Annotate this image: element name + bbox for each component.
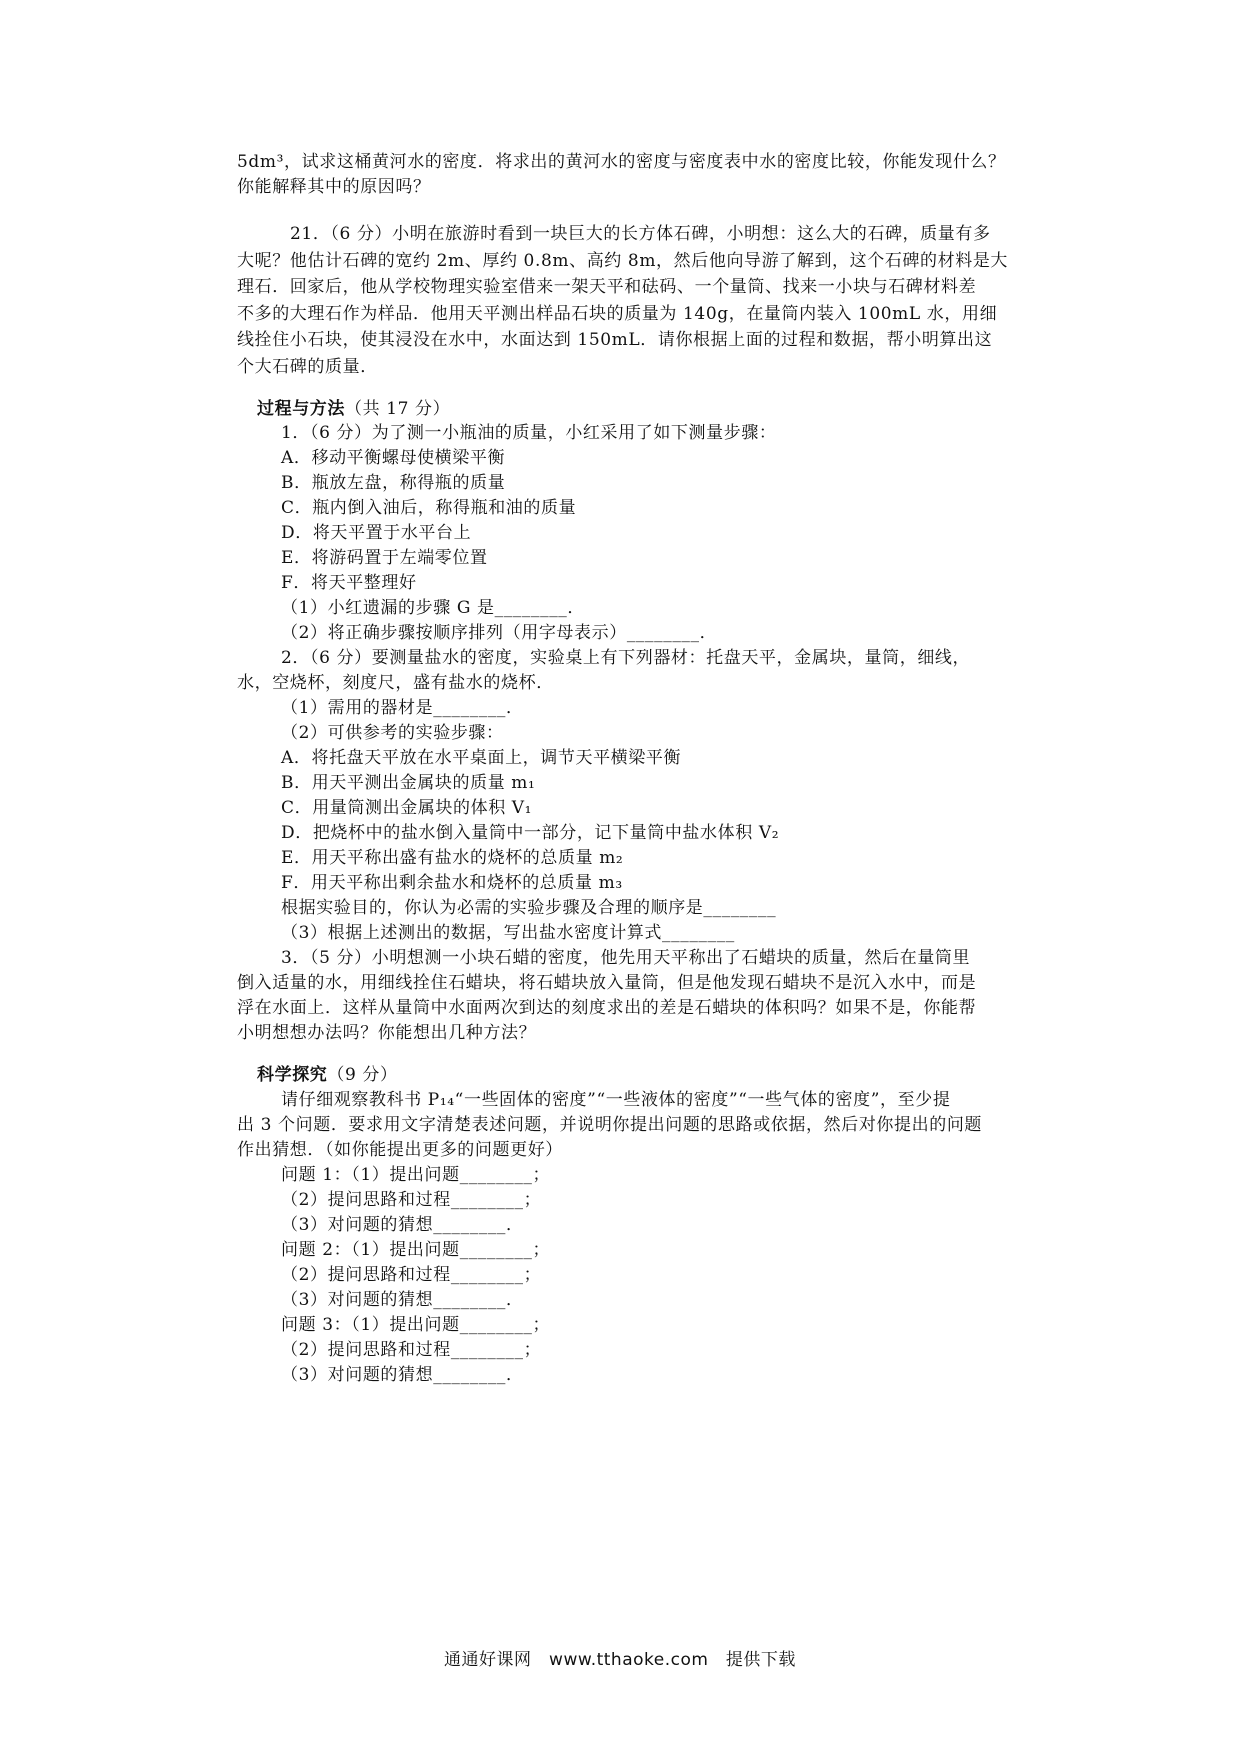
s1q2-sub-1: （1）需用的器材是________．	[281, 698, 524, 718]
footer-download-note: 通通好课网 www.tthaoke.com 提供下载	[444, 1650, 796, 1670]
s1q1-option-a: A．移动平衡螺母使横梁平衡	[281, 448, 506, 468]
section-title: 过程与方法	[257, 399, 345, 419]
s1q2-stem-1: 2．（6 分）要测量盐水的密度，实验桌上有下列器材：托盘天平，金属块，量筒，细线，	[281, 648, 971, 668]
section-heading-inquiry	[257, 1063, 398, 1087]
s2-intro-2: 出 3 个问题．要求用文字清楚表述问题，并说明你提出问题的思路或依据，然后对你提出的问题	[237, 1115, 983, 1135]
q21-line-3: 理石．回家后，他从学校物理实验室借来一架天平和砝码、一个量筒、找来一小块与石碑材料差	[237, 277, 977, 297]
s2-item: （2）提问思路和过程________；	[281, 1190, 542, 1210]
s1q2-option-a: A．将托盘天平放在水平桌面上，调节天平横梁平衡	[281, 748, 682, 768]
s1q1-option-c: C．瓶内倒入油后，称得瓶和油的质量	[281, 498, 577, 518]
q20-line-2: 你能解释其中的原因吗？	[237, 177, 431, 197]
s2-item: （2）提问思路和过程________；	[281, 1340, 542, 1360]
s1q3-line-3: 浮在水面上．这样从量筒中水面两次到达的刻度求出的差是石蜡块的体积吗？如果不是，你能帮	[237, 998, 977, 1018]
s1q1-option-e: E．将游码置于左端零位置	[281, 548, 488, 568]
q20-line-1: 5dm³，试求这桶黄河水的密度．将求出的黄河水的密度与密度表中水的密度比较，你能发现什么？	[237, 152, 1006, 172]
section-score: （9 分）	[327, 1065, 398, 1085]
section-heading-process	[257, 397, 450, 421]
s2-item: 问题 1：（1）提出问题________；	[281, 1165, 551, 1185]
s1q2-option-b: B．用天平测出金属块的质量 m₁	[281, 773, 536, 793]
q21-line-4: 不多的大理石作为样品．他用天平测出样品石块的质量为 140g，在量筒内装入 100mL 水，用细	[237, 304, 998, 324]
q21-line-2: 大呢？他估计石碑的宽约 2m、厚约 0.8m、高约 8m，然后他向导游了解到，这个石碑的材料是大	[237, 251, 1009, 271]
s2-item: （3）对问题的猜想________．	[281, 1215, 524, 1235]
s1q1-stem: 1．（6 分）为了测一小瓶油的质量，小红采用了如下测量步骤：	[281, 423, 777, 443]
q21-line-5: 线拴住小石块，使其浸没在水中，水面达到 150mL．请你根据上面的过程和数据，帮小明算出这	[237, 330, 993, 350]
s1q2-option-c: C．用量筒测出金属块的体积 V₁	[281, 798, 533, 818]
s1q1-sub-1: （1）小红遗漏的步骤 G 是________．	[281, 598, 586, 618]
s1q3-line-1: 3．（5 分）小明想测一小块石蜡的密度，他先用天平称出了石蜡块的质量，然后在量筒里	[281, 948, 971, 968]
s1q2-sub-2: （2）可供参考的实验步骤：	[281, 723, 504, 743]
s1q3-line-2: 倒入适量的水，用细线拴住石蜡块，将石蜡块放入量筒，但是他发现石蜡块不是沉入水中，而是	[237, 973, 977, 993]
s2-item: （2）提问思路和过程________；	[281, 1265, 542, 1285]
q21-line-6: 个大石碑的质量．	[237, 357, 378, 377]
q21-line-1: 21．（6 分）小明在旅游时看到一块巨大的长方体石碑，小明想：这么大的石碑，质量有多	[290, 224, 991, 244]
s1q2-sub-3: （3）根据上述测出的数据，写出盐水密度计算式________	[281, 923, 735, 943]
s2-intro-1: 请仔细观察教科书 P₁₄“一些固体的密度”“一些液体的密度”“一些气体的密度”，至少提	[281, 1090, 951, 1110]
s2-intro-3: 作出猜想．（如你能提出更多的问题更好）	[237, 1140, 563, 1160]
s1q1-sub-2: （2）将正确步骤按顺序排列（用字母表示）________．	[281, 623, 718, 643]
section-title: 科学探究	[257, 1065, 328, 1085]
section-score: （共 17 分）	[345, 399, 451, 419]
s1q1-option-f: F．将天平整理好	[281, 573, 417, 593]
s1q1-option-d: D．将天平置于水平台上	[281, 523, 472, 543]
s2-item: （3）对问题的猜想________．	[281, 1365, 524, 1385]
s2-item: 问题 3：（1）提出问题________；	[281, 1315, 551, 1335]
s1q2-option-f: F．用天平称出剩余盐水和烧杯的总质量 m₃	[281, 873, 623, 893]
s1q2-option-e: E．用天平称出盛有盐水的烧杯的总质量 m₂	[281, 848, 624, 868]
s1q1-option-b: B．瓶放左盘，称得瓶的质量	[281, 473, 506, 493]
s2-item: （3）对问题的猜想________．	[281, 1290, 524, 1310]
s1q2-option-d: D．把烧杯中的盐水倒入量筒中一部分，记下量筒中盐水体积 V₂	[281, 823, 780, 843]
s1q3-line-4: 小明想想办法吗？你能想出几种方法？	[237, 1023, 537, 1043]
s1q2-order: 根据实验目的，你认为必需的实验步骤及合理的顺序是________	[281, 898, 777, 918]
s1q2-stem-2: 水，空烧杯，刻度尺，盛有盐水的烧杯．	[237, 673, 554, 693]
s2-item: 问题 2：（1）提出问题________；	[281, 1240, 551, 1260]
